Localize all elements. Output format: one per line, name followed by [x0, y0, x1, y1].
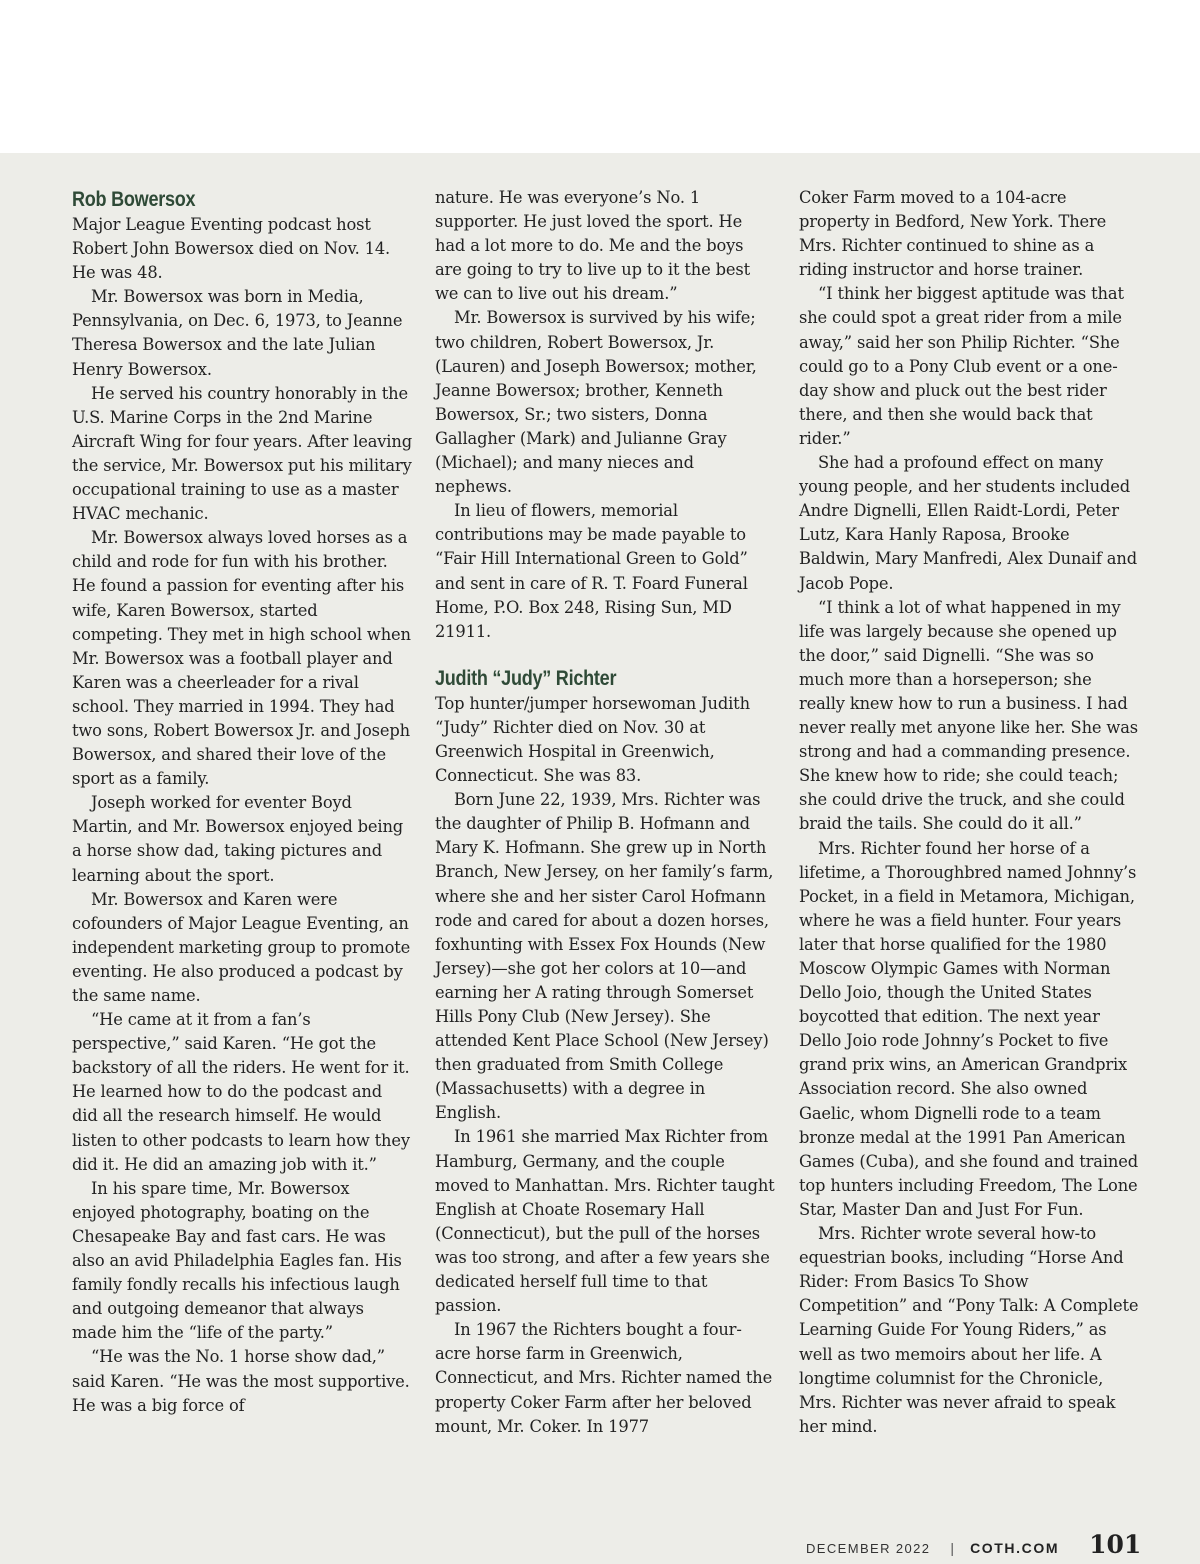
- paragraph: Mr. Bowersox is survived by his wife; two children, Robert Bowersox, Jr. (Lauren) and Joseph Bowersox; mother, Jeanne Bowersox; brother, Kenneth Bowersox, Sr.; two sisters, Donna Gallagher (Mark) and Julianne Gray (Michael); and many nieces and nephews.: [435, 308, 757, 497]
- text-column-3: [799, 186, 1139, 1439]
- obituary-heading-richter: Judith “Judy” Richter: [435, 666, 617, 690]
- paragraph: “He was the No. 1 horse show dad,” said Karen. “He was the most supportive. He was a big force of: [72, 1347, 410, 1415]
- paragraph: “I think a lot of what happened in my life was largely because she opened up the door,” said Dignelli. “She was so much more than a horseperson; she really knew how to run a business. I had never really met anyone like her. She was strong and had a commanding presence. She knew how to ride; she could teach; she could drive the truck, and she could braid the tails. She could do it all.”: [799, 597, 1138, 834]
- paragraph: Coker Farm moved to a 104-acre property in Bedford, New York. There Mrs. Richter continued to shine as a riding instructor and horse trainer.: [799, 188, 1107, 280]
- paragraph: In lieu of flowers, memorial contributions may be made payable to “Fair Hill International Green to Gold” and sent in care of R. T. Foard Funeral Home, P.O. Box 248, Rising Sun, MD 21911.: [435, 501, 748, 641]
- paragraph: nature. He was everyone’s No. 1 supporter. He just loved the sport. He had a lot more to do. Me and the boys are going to try to live up to it the best we can to live out his dream.”: [435, 188, 751, 304]
- paragraph: Born June 22, 1939, Mrs. Richter was the daughter of Philip B. Hofmann and Mary K. Hofmann. She grew up in North Branch, New Jersey, on her family’s farm, where she and her sister Carol Hofmann rode and cared for about a dozen horses, foxhunting with Essex Fox Hounds (New Jersey)—she got her colors at 10—and earning her A rating through Somerset Hills Pony Club (New Jersey). She attended Kent Place School (New Jersey) then graduated from Smith College (Massachusetts) with a degree in English.: [435, 790, 774, 1123]
- paragraph: In 1961 she married Max Richter from Hamburg, Germany, and the couple moved to Manhattan. Mrs. Richter taught English at Choate Rosemary Hall (Connecticut), but the pull of the horses was too strong, and after a few years she dedicated herself full time to that passion.: [435, 1127, 775, 1316]
- paragraph: Mrs. Richter wrote several how-to equestrian books, including “Horse And Rider: From Basics To Show Competition” and “Pony Talk: A Complete Learning Guide For Young Riders,” as well as two memoirs about her life. A longtime columnist for the Chronicle, Mrs. Richter was never afraid to speak her mind.: [799, 1224, 1139, 1436]
- text-column-1: [72, 187, 412, 1418]
- page-number: 101: [1089, 1530, 1142, 1559]
- paragraph: Major League Eventing podcast host Robert John Bowersox died on Nov. 14. He was 48.: [72, 215, 391, 283]
- site-url: COTH.COM: [970, 1540, 1060, 1556]
- paragraph: Mr. Bowersox always loved horses as a child and rode for fun with his brother. He found a passion for eventing after his wife, Karen Bowersox, started competing. They met in high school when Mr. Bowersox was a football player and Karen was a cheerleader for a rival school. They married in 1994. They had two sons, Robert Bowersox Jr. and Joseph Bowersox, and shared their love of the sport as a family.: [72, 528, 411, 789]
- footer-separator: |: [950, 1540, 955, 1556]
- paragraph: Joseph worked for eventer Boyd Martin, and Mr. Bowersox enjoyed being a horse show dad, taking pictures and learning about the sport.: [72, 793, 404, 885]
- top-margin: [0, 0, 1200, 153]
- paragraph: In his spare time, Mr. Bowersox enjoyed photography, boating on the Chesapeake Bay and fast cars. He was also an avid Philadelphia Eagles fan. His family fondly recalls his infectious laugh and outgoing demeanor that always made him the “life of the party.”: [72, 1178, 402, 1343]
- paragraph: He served his country honorably in the U.S. Marine Corps in the 2nd Marine Aircraft Wing for four years. After leaving the service, Mr. Bowersox put his military occupational training to use as a master HVAC mechanic.: [72, 383, 412, 524]
- paragraph: “He came at it from a fan’s perspective,” said Karen. “He got the backstory of all the riders. He went for it. He learned how to do the podcast and did all the research himself. He would listen to other podcasts to learn how they did it. He did an amazing job with it.”: [72, 1010, 410, 1174]
- paragraph: Mr. Bowersox was born in Media, Pennsylvania, on Dec. 6, 1973, to Jeanne Theresa Bowersox and the late Julian Henry Bowersox.: [72, 287, 403, 379]
- paragraph: In 1967 the Richters bought a four-acre horse farm in Greenwich, Connecticut, and Mrs. Richter named the property Coker Farm after her beloved mount, Mr. Coker. In 1977: [435, 1320, 773, 1436]
- paragraph: Mr. Bowersox and Karen were cofounders of Major League Eventing, an independent marketing group to promote eventing. He also produced a podcast by the same name.: [72, 889, 411, 1005]
- text-column-2: [435, 186, 775, 1439]
- paragraph: Top hunter/jumper horsewoman Judith “Judy” Richter died on Nov. 30 at Greenwich Hospital in Greenwich, Connecticut. She was 83.: [435, 693, 750, 786]
- paragraph: She had a profound effect on many young people, and her students included Andre Dignelli, Ellen Raidt-Lordi, Peter Lutz, Kara Hanly Raposa, Brooke Baldwin, Mary Manfredi, Alex Dunaif and Jacob Pope.: [799, 453, 1137, 593]
- obituary-heading-bowersox: Rob Bowersox: [72, 188, 196, 211]
- page-footer: [806, 1530, 1141, 1559]
- paragraph: “I think her biggest aptitude was that she could spot a great rider from a mile away,” said her son Philip Richter. “She could go to a Pony Club event or a one-day show and pluck out the best rider there, and then she would back that rider.”: [799, 284, 1124, 448]
- paragraph: Mrs. Richter found her horse of a lifetime, a Thoroughbred named Johnny’s Pocket, in a field in Metamora, Michigan, where he was a field hunter. Four years later that horse qualified for the 1980 Moscow Olympic Games with Norman Dello Joio, though the United States boycotted that edition. The next year Dello Joio rode Johnny’s Pocket to five grand prix wins, an American Grandprix Association record. She also owned Gaelic, whom Dignelli rode to a team bronze medal at the 1991 Pan American Games (Cuba), and she found and trained top hunters including Freedom, The Lone Star, Master Dan and Just For Fun.: [799, 838, 1139, 1219]
- issue-date: DECEMBER 2022: [806, 1541, 931, 1556]
